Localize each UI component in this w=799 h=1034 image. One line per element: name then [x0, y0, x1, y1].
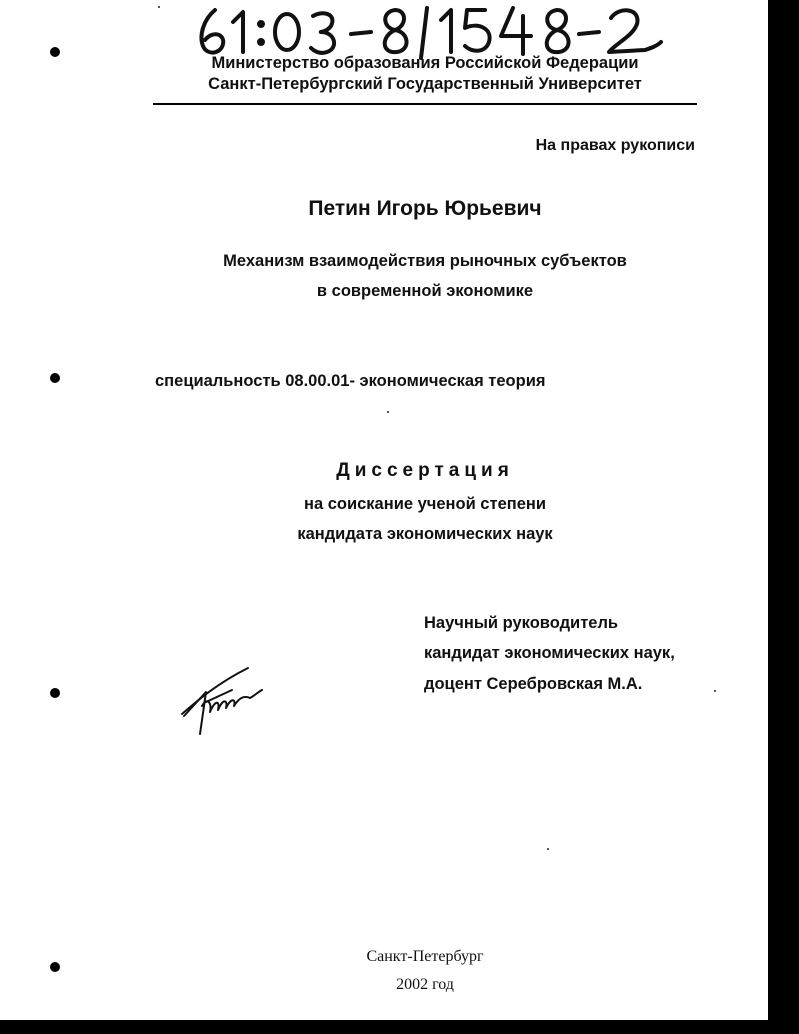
- footer-city: Санкт-Петербург: [366, 948, 484, 965]
- thesis-title-line-2: в современной экономике: [316, 282, 534, 300]
- ministry-line: Министерство образования Российской Федерации: [211, 54, 639, 72]
- supervisor-name: доцент Серебровская М.А.: [424, 675, 643, 693]
- dissertation-degree-line-1: на соискание ученой степени: [304, 495, 546, 513]
- author-signature: [176, 662, 268, 740]
- scan-speck: [158, 6, 160, 8]
- university-line: Санкт-Петербургский Государственный Университет: [208, 75, 642, 93]
- manuscript-note: На правах рукописи: [535, 137, 695, 154]
- supervisor-label: Научный руководитель: [424, 614, 619, 632]
- scan-speck: [387, 411, 389, 413]
- scan-border-bottom: [0, 1020, 799, 1034]
- punch-hole-2: [50, 373, 60, 383]
- handwritten-archive-code: [195, 2, 665, 60]
- dissertation-degree-line-2: кандидата экономических наук: [297, 525, 553, 543]
- punch-hole-1: [50, 47, 60, 57]
- header-rule: [153, 103, 697, 105]
- footer-year: 2002 год: [396, 976, 454, 993]
- scan-speck: [714, 690, 716, 692]
- thesis-title-line-1: Механизм взаимодействия рыночных субъектов: [223, 252, 627, 270]
- dissertation-heading: Диссертация: [336, 460, 514, 481]
- scan-border-right: [768, 0, 799, 1034]
- supervisor-degree: кандидат экономических наук,: [424, 644, 675, 662]
- punch-hole-3: [50, 688, 60, 698]
- specialty-line: специальность 08.00.01- экономическая теория: [155, 372, 546, 390]
- scan-speck: [547, 848, 549, 850]
- punch-hole-4: [50, 962, 60, 972]
- author-name: Петин Игорь Юрьевич: [308, 197, 542, 220]
